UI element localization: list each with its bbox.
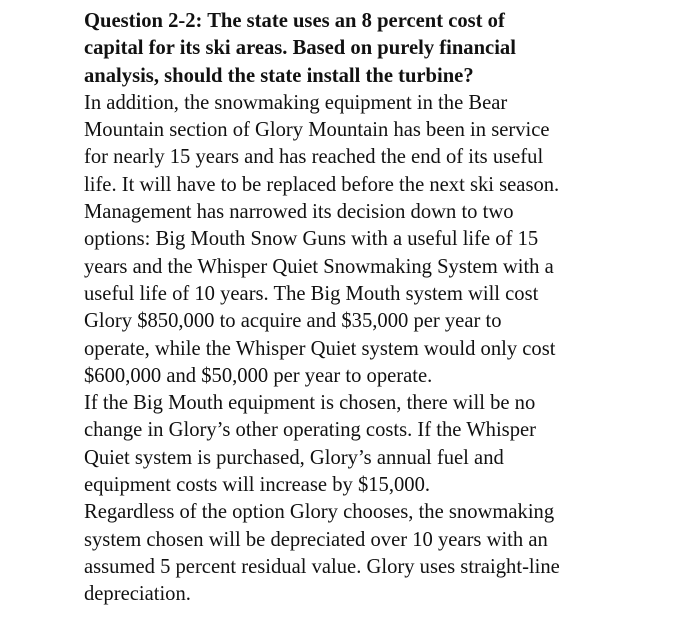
question-line: analysis, should the state install the turbine? — [84, 64, 474, 87]
paragraph-line: for nearly 15 years and has reached the end of its useful — [84, 146, 544, 169]
question-heading — [84, 8, 684, 90]
paragraph-line: In addition, the snowmaking equipment in the Bear — [84, 91, 508, 114]
question-line: Question 2-2: The state uses an 8 percent cost of — [84, 10, 505, 32]
paragraph-line: Mountain section of Glory Mountain has been in service — [84, 119, 550, 142]
paragraph-line: years and the Whisper Quiet Snowmaking System with a — [84, 255, 554, 278]
paragraph-line: life. It will have to be replaced before the next ski season. — [84, 173, 560, 196]
paragraph-line: options: Big Mouth Snow Guns with a useful life of 15 — [84, 228, 539, 251]
paragraph-line: operate, while the Whisper Quiet system would only cost — [84, 337, 556, 360]
paragraph-line: Management has narrowed its decision down to two — [84, 201, 514, 224]
paragraph-line: change in Glory’s other operating costs. If the Whisper — [84, 419, 536, 442]
paragraph-line: Glory $850,000 to acquire and $35,000 per year to — [84, 310, 502, 333]
question-line: capital for its ski areas. Based on purely financial — [84, 37, 516, 60]
paragraph-operating-costs — [84, 390, 684, 499]
paragraph-line: system chosen will be depreciated over 10 years with an — [84, 528, 548, 551]
paragraph-line: Regardless of the option Glory chooses, the snowmaking — [84, 501, 555, 524]
paragraph-line: assumed 5 percent residual value. Glory uses straight-line — [84, 555, 560, 578]
paragraph-line: useful life of 10 years. The Big Mouth system will cost — [84, 282, 539, 305]
document-page — [84, 8, 684, 609]
paragraph-line: $600,000 and $50,000 per year to operate. — [84, 364, 433, 387]
paragraph-line: equipment costs will increase by $15,000. — [84, 474, 431, 497]
paragraph-line: If the Big Mouth equipment is chosen, there will be no — [84, 392, 536, 415]
paragraph-snowmaking-options — [84, 90, 684, 390]
paragraph-line: depreciation. — [84, 583, 191, 606]
paragraph-line: Quiet system is purchased, Glory’s annual fuel and — [84, 446, 504, 469]
paragraph-depreciation — [84, 499, 684, 608]
